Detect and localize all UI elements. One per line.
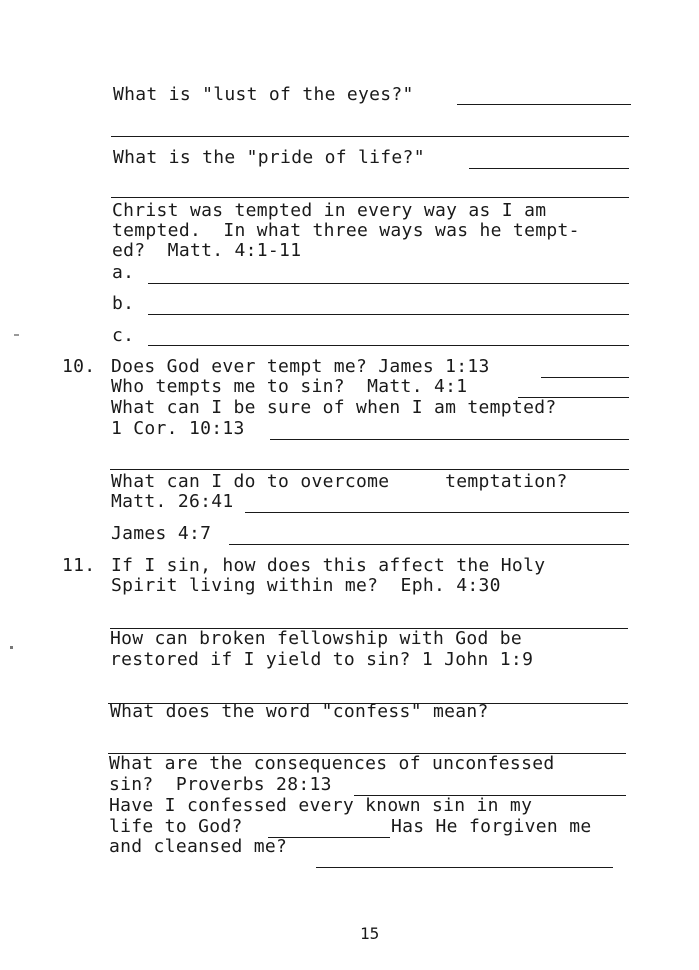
question-lust-of-eyes: What is "lust of the eyes?" bbox=[113, 84, 414, 105]
scan-dot bbox=[10, 646, 13, 649]
q10-sure-when-tempted: What can I be sure of when I am tempted? bbox=[111, 397, 557, 418]
question-confess-meaning: What does the word "confess" mean? bbox=[110, 701, 489, 722]
answer-line-matt[interactable] bbox=[245, 512, 629, 513]
q10-god-tempt: Does God ever tempt me? James 1:13 bbox=[111, 356, 490, 377]
answer-line-god-tempt[interactable] bbox=[541, 377, 629, 378]
answer-line-pride[interactable] bbox=[469, 168, 629, 169]
question-10-number: 10. bbox=[62, 356, 96, 377]
item-a-label: a. bbox=[112, 262, 135, 283]
answer-line-forgiven[interactable] bbox=[316, 867, 613, 868]
overcome-matt-ref: Matt. 26:41 bbox=[111, 491, 234, 512]
question-broken-fellowship-2: restored if I yield to sin? 1 John 1:9 bbox=[110, 649, 534, 670]
question-forgiven: Has He forgiven me bbox=[391, 816, 592, 837]
item-b-label: b. bbox=[112, 293, 135, 314]
q10-cor-ref: 1 Cor. 10:13 bbox=[111, 418, 245, 439]
christ-tempted-line-1: Christ was tempted in every way as I am bbox=[112, 200, 547, 221]
question-11-number: 11. bbox=[62, 555, 96, 576]
question-consequences-1: What are the consequences of unconfessed bbox=[109, 753, 555, 774]
question-cleansed: and cleansed me? bbox=[109, 836, 288, 857]
answer-line-c[interactable] bbox=[148, 345, 629, 346]
answer-line-cor[interactable] bbox=[270, 439, 629, 440]
question-overcome: What can I do to overcome temptation? bbox=[111, 471, 568, 492]
page-number: 15 bbox=[360, 924, 380, 943]
answer-line-a[interactable] bbox=[148, 283, 629, 284]
christ-tempted-line-3: ed? Matt. 4:1-11 bbox=[112, 240, 302, 261]
q11-line-2: Spirit living within me? Eph. 4:30 bbox=[111, 575, 501, 596]
overcome-james-ref: James 4:7 bbox=[111, 523, 212, 544]
answer-line-pride-2[interactable] bbox=[111, 197, 629, 198]
answer-line-cor-2[interactable] bbox=[110, 469, 629, 470]
christ-tempted-line-2: tempted. In what three ways was he tempt- bbox=[112, 220, 580, 241]
answer-line-james[interactable] bbox=[229, 544, 629, 545]
q10-who-tempts: Who tempts me to sin? Matt. 4:1 bbox=[111, 376, 468, 397]
scan-mark bbox=[14, 334, 19, 336]
q11-line-1: If I sin, how does this affect the Holy bbox=[111, 555, 546, 576]
question-consequences-2: sin? Proverbs 28:13 bbox=[109, 774, 332, 795]
question-have-confessed-2: life to God? bbox=[109, 816, 243, 837]
question-broken-fellowship-1: How can broken fellowship with God be bbox=[110, 628, 523, 649]
answer-line-b[interactable] bbox=[148, 314, 629, 315]
item-c-label: c. bbox=[112, 325, 135, 346]
question-pride-of-life: What is the "pride of life?" bbox=[113, 147, 425, 168]
answer-line-lust-2[interactable] bbox=[111, 136, 629, 137]
answer-line-lust[interactable] bbox=[457, 104, 631, 105]
question-have-confessed-1: Have I confessed every known sin in my bbox=[109, 795, 533, 816]
